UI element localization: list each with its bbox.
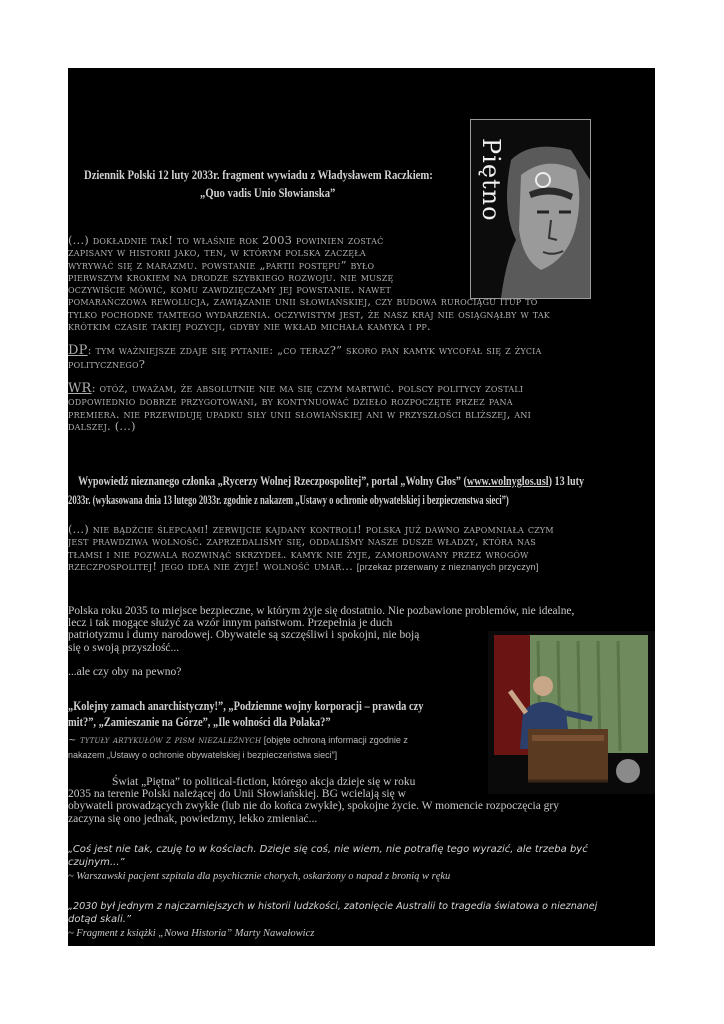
document-page [68, 68, 655, 946]
quote-attribution: ~ Warszawski pacjent szpitala dla psychicznie chorych, oskarżony o napad z bronią w ręku [68, 871, 451, 882]
logo-text: Piętno [477, 138, 505, 222]
article-headlines [68, 698, 423, 730]
quote-line: „Coś jest nie tak, czuję to w kościach. Dzieje się coś, nie wiem, nie potrafię tego wyrazić, ale trzeba być [68, 844, 588, 855]
wr-tag: WR [68, 380, 92, 396]
dp-tag: DP [68, 343, 88, 359]
headlines-caption-text: ~ tytuły artykułów z pism niezależnych [68, 735, 262, 746]
statement-last-line: rzeczpospolitej! jego idea nie żyje! wolność umar... [68, 558, 353, 573]
transmission-cut-note: [przekaz przerwany z nieznanych przyczyn] [356, 561, 539, 572]
wr-answer [68, 382, 655, 395]
wolny-glos-link[interactable]: www.wolnyglos.usl [466, 473, 549, 488]
quote-patient [68, 843, 655, 883]
statement-text [68, 523, 655, 573]
statement-line: jest prawdziwa wolność. zaprzedaliśmy się, oddaliśmy nasze dusze władzy, która nas [68, 534, 536, 549]
quote-line: czujnym...” [68, 857, 125, 868]
dp-line: : tym ważniejsze zdaje się pytanie: „co teraz?” skoro pan kamyk wycofał się z życia [87, 343, 542, 358]
statement-heading-text: ) 13 luty [548, 473, 585, 488]
interview-headline: Dziennik Polski 12 luty 2033r. fragment wywiadu z Władysławem Raczkiem: [84, 167, 433, 182]
world-description [68, 776, 655, 825]
interview-line: pomarańczowa rewolucja, zawiązanie unii słowiańskiej, czy budowa rurociągu itup to [68, 294, 538, 309]
interview-title: „Quo vadis Unio Słowianska” [200, 185, 336, 200]
intro-line: patriotyzmu i dumy narodowej. Obywatele są szczęśliwi i spokojni, nie boją [68, 629, 420, 642]
headlines-caption-note: nakazem „Ustawy o ochronie obywatelskiej i bezpieczeństwa sieci”] [68, 750, 338, 761]
wr-line: odpowiednio dobrze przygotowani, by kontynuować dzieło rozpoczęte przez pana [68, 394, 513, 409]
statement-heading-line2: 2033r. (wykasowana dnia 13 lutego 2033r. zgodnie z nakazem „Ustawy o ochronie obywatelskiej i bezpieczenstwa sieci”) [68, 492, 509, 507]
statement-heading-text: Wypowiedź nieznanego członka „Rycerzy Wolnej Rzeczpospolitej”, portal „Wolny Głos” ( [78, 473, 467, 488]
intro-text [68, 605, 655, 678]
world-line: 2035 na terenie Polski należącej do Unii Słowiańskiej. BG wcielają się w [68, 788, 406, 801]
quote-line: dotąd skali.” [68, 914, 132, 925]
headlines-caption [68, 732, 498, 762]
statement-line: (...) nie bądźcie ślepcami! zerwijcie kajdany kontroli! polska już dawno zapomniała czym [68, 522, 554, 536]
wr-line: premiera. nie przewiduję upadku siły unii słowiańskiej ani w przyszłości bliższej, ani [68, 406, 531, 421]
interview-line: krótkim czasie takiej pozycji, gdyby nie wkład michała kamyka i pp. [68, 319, 431, 334]
interview-line: oczywiście mówić, komu zawdzięczamy jej powstanie. nawet [68, 282, 392, 297]
intro-line: lecz i tak mogące służyć za wzór innym państwom. Przepełnia je duch [68, 617, 393, 630]
interview-text [68, 234, 655, 432]
interview-line: (...) dokładnie tak! to właśnie rok 2003 powinien zostać [68, 233, 384, 247]
headlines-caption-note: [objęte ochroną informacji zgodnie z [261, 735, 408, 745]
intro-question: ...ale czy oby na pewno? [68, 665, 182, 678]
world-line: obywateli prowadzących zwykłe (lub nie do końca zwykłe), spokojne życie. W momencie rozpoczęcia gry [68, 800, 560, 813]
headline-line: mit?”, „Zamieszanie na Górze”, „Ile wolności dla Polaka?” [68, 714, 331, 729]
wr-line: dalszej. (...) [68, 418, 136, 433]
dp-question [68, 344, 655, 357]
interview-line: zapisany w historii jako, ten, w którym polska zaczęła [68, 245, 366, 260]
wr-line: : otóż, uważam, że absolutnie nie ma się czym martwić. polscy politycy zostali [91, 380, 524, 395]
world-line: zaczyna się ono jednak, powiedzmy, lekko zmieniać... [68, 812, 318, 825]
quote-attribution: ~ Fragment z książki „Nowa Historia” Marty Nawałowicz [68, 928, 315, 939]
statement-heading [78, 473, 584, 489]
interview-line: pierwszym krokiem na drodze szybkiego rozwoju. nie muszę [68, 269, 394, 284]
quote-line: „2030 był jednym z najczarniejszych w historii ludzkości, zatonięcie Australii to tragedia światowa o nieznanej [68, 901, 598, 912]
dp-line: politycznego? [68, 356, 146, 371]
headline-line: „Kolejny zamach anarchistyczny!”, „Podziemne wojny korporacji – prawda czy [68, 698, 424, 713]
statement-line [68, 560, 655, 573]
intro-line: Polska roku 2035 to miejsce bezpieczne, w którym żyje się dostatnio. Nie pozbawione problemów, nie idealne, [68, 605, 575, 617]
interview-line: wyrywać się z marazmu. powstanie „partii postępu” było [68, 257, 375, 272]
intro-line: się o swoją przyszłość... [68, 641, 180, 654]
world-line: Świat „Piętna” to political-fiction, którego akcja dzieje się w roku [112, 776, 416, 788]
interview-line: tylko pochodne tamtego wydarzenia. oczywistym jest, że nasz kraj nie osiągnąłby w tak [68, 306, 550, 321]
statement-line: tłamsi i nie pozwala rozwinąć skrzydeł. kamyk nie żyje, zamordowany przez wrogów [68, 546, 529, 561]
quote-history-book [68, 900, 655, 940]
